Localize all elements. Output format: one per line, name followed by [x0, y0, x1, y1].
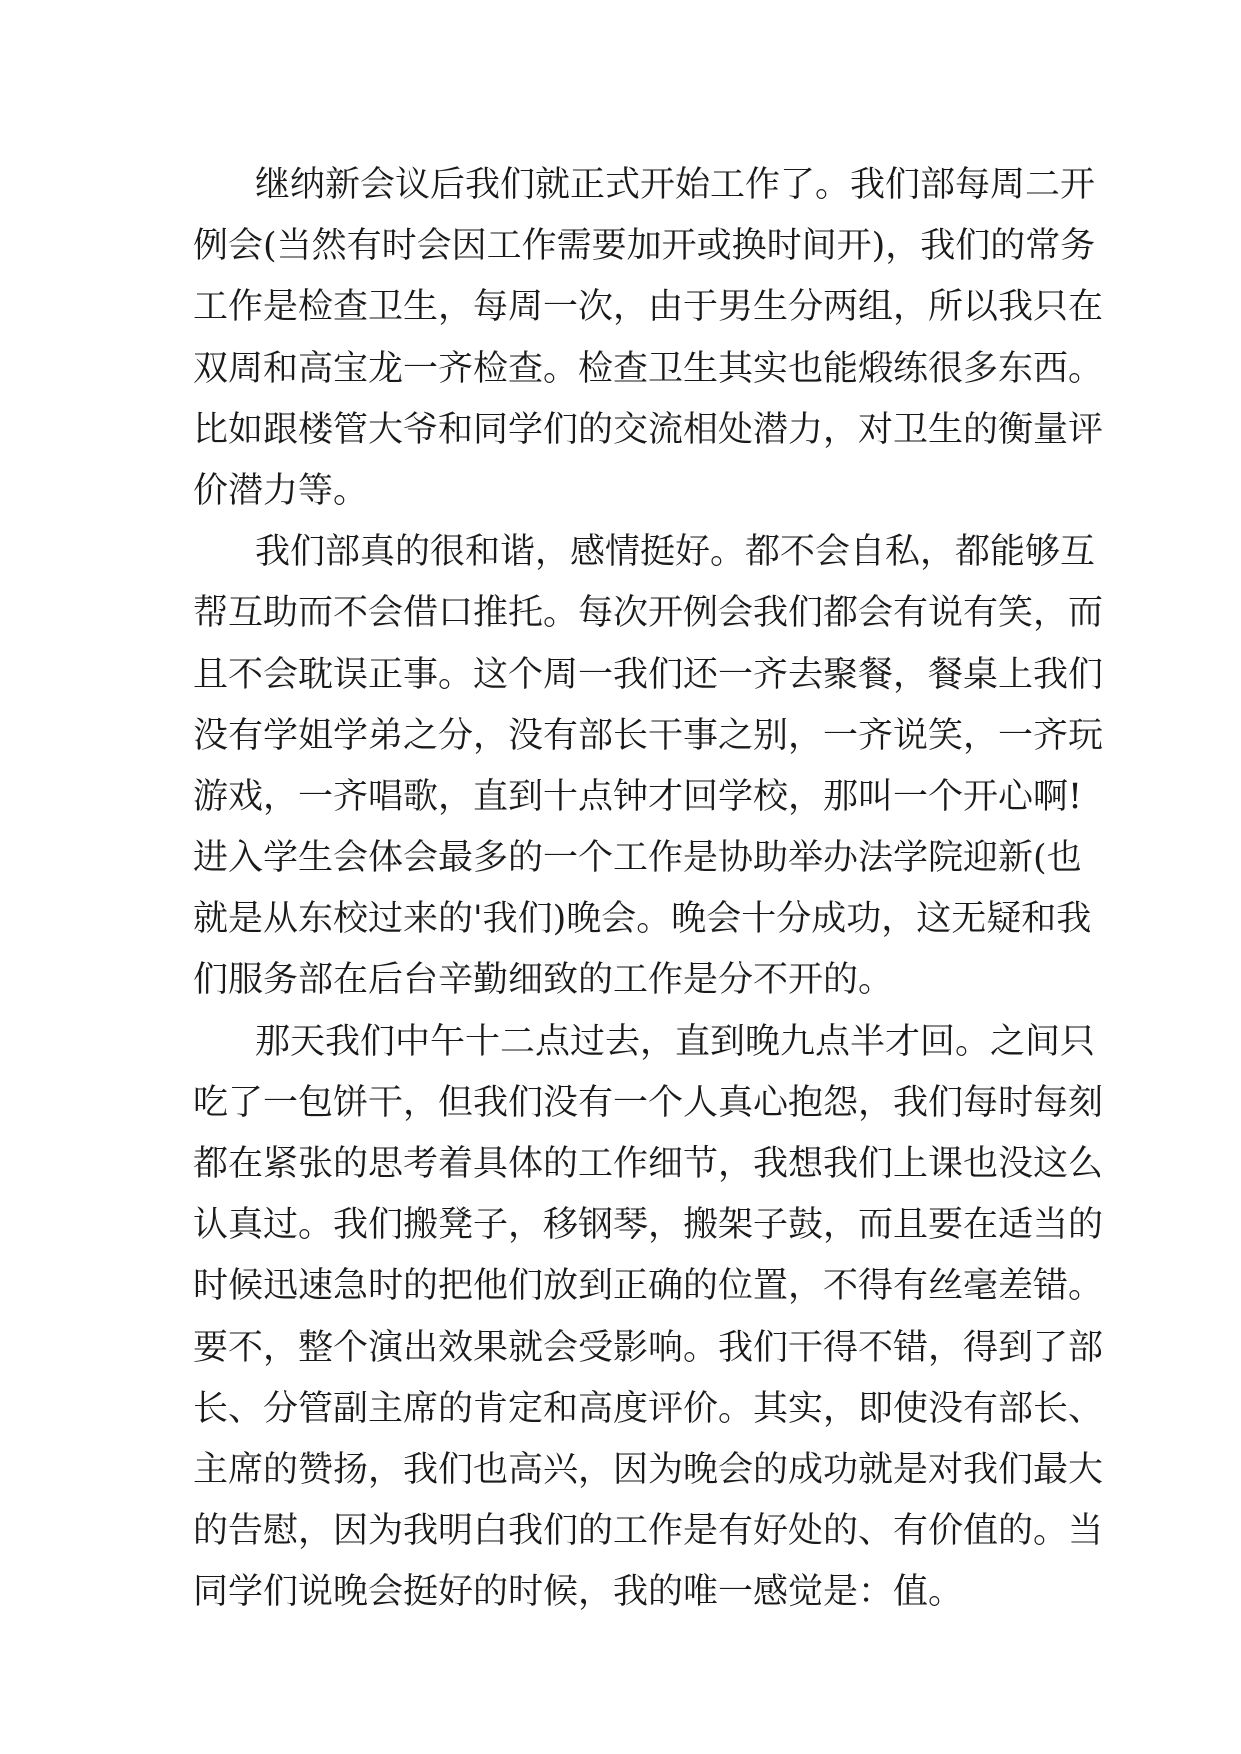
paragraph-2-line-4: 没有学姐学弟之分，没有部长干事之别，一齐说笑，一齐玩 — [193, 715, 1104, 756]
paragraph-1-line-6: 价潜力等。 — [193, 470, 369, 511]
paragraph-2-line-5: 游戏，一齐唱歌，直到十点钟才回学校，那叫一个开心啊! — [193, 776, 1083, 817]
paragraph-3-line-2: 吃了一包饼干，但我们没有一个人真心抱怨，我们每时每刻 — [193, 1082, 1104, 1123]
paragraph-2-line-8: 们服务部在后台辛勤细致的工作是分不开的。 — [193, 960, 894, 1001]
paragraph-2-line-7: 就是从东校过来的'我们)晚会。晚会十分成功，这无疑和我 — [193, 899, 1092, 940]
paragraph-3-line-8: 主席的赞扬，我们也高兴，因为晚会的成功就是对我们最大 — [193, 1449, 1104, 1490]
paragraph-3-line-1: 那天我们中午十二点过去，直到晚九点半才回。之间只 — [255, 1021, 1096, 1062]
paragraph-1-line-1: 继纳新会议后我们就正式开始工作了。我们部每周二开 — [255, 165, 1096, 205]
body-text — [193, 155, 1104, 1624]
paragraph-1-line-4: 双周和高宝龙一齐检查。检查卫生其实也能煅练很多东西。 — [193, 348, 1104, 389]
paragraph-1-line-3: 工作是检查卫生，每周一次，由于男生分两组，所以我只在 — [193, 287, 1104, 328]
paragraph-3-line-6: 要不，整个演出效果就会受影响。我们干得不错，得到了部 — [193, 1327, 1104, 1368]
paragraph-2-line-2: 帮互助而不会借口推托。每次开例会我们都会有说有笑，而 — [193, 593, 1104, 634]
paragraph-2-line-3: 且不会耽误正事。这个周一我们还一齐去聚餐，餐桌上我们 — [193, 654, 1104, 695]
paragraph-1-line-2: 例会(当然有时会因工作需要加开或换时间开)，我们的常务 — [193, 226, 1096, 267]
paragraph-3-line-7: 长、分管副主席的肯定和高度评价。其实，即使没有部长、 — [193, 1388, 1104, 1429]
paragraph-3-line-10: 同学们说晚会挺好的时候，我的唯一感觉是：值。 — [193, 1572, 964, 1613]
paragraph-2-line-1: 我们部真的很和谐，感情挺好。都不会自私，都能够互 — [255, 532, 1096, 573]
paragraph-3-line-4: 认真过。我们搬凳子，移钢琴，搬架子鼓，而且要在适当的 — [193, 1205, 1104, 1246]
paragraph-2-line-6: 进入学生会体会最多的一个工作是协助举办法学院迎新(也 — [193, 838, 1082, 879]
paragraph-1-line-5: 比如跟楼管大爷和同学们的交流相处潜力，对卫生的衡量评 — [193, 409, 1104, 450]
paragraph-3-line-9: 的告慰，因为我明白我们的工作是有好处的、有价值的。当 — [193, 1511, 1104, 1552]
paragraph-3-line-5: 时候迅速急时的把他们放到正确的位置，不得有丝毫差错。 — [193, 1266, 1104, 1307]
paragraph-3-line-3: 都在紧张的思考着具体的工作细节，我想我们上课也没这么 — [193, 1144, 1104, 1184]
